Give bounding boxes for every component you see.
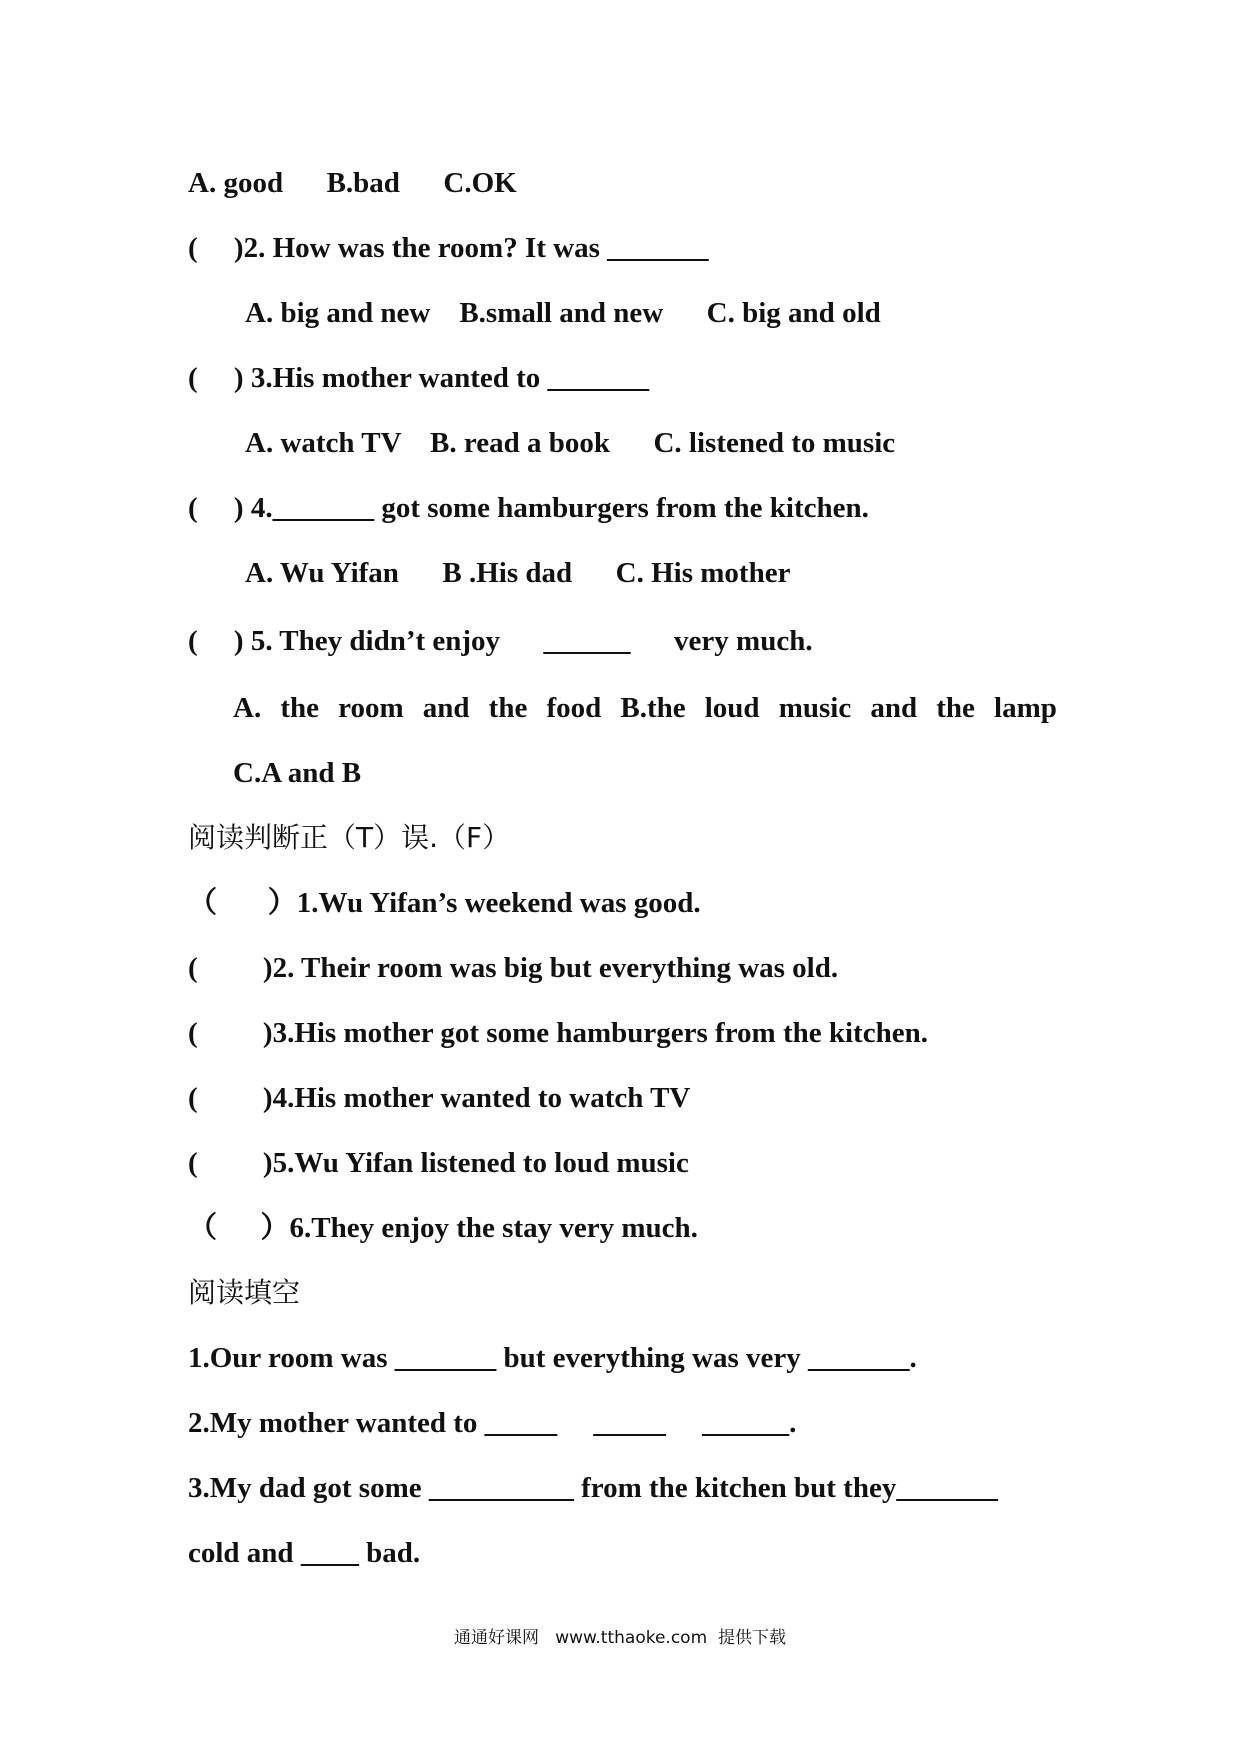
q5-option-word: and	[422, 692, 470, 724]
q5-option-word: B.the	[620, 692, 686, 724]
q5-option-word: music	[778, 692, 852, 724]
q2-options: A. big and new B.small and new C. big and old	[245, 297, 881, 329]
q5-option-word: and	[870, 692, 918, 724]
fill-item: 2.My mother wanted to _____ _____ ______.	[188, 1407, 797, 1439]
question-5: ( ) 5. They didn’t enjoy ______ very much.	[188, 625, 813, 657]
q3-options: A. watch TV B. read a book C. listened to music	[245, 427, 896, 459]
q5-option-word: loud	[704, 692, 760, 724]
q5-option-c: C.A and B	[233, 757, 362, 789]
question-2: ( )2. How was the room? It was _______	[188, 232, 709, 264]
q5-option-word: food	[546, 692, 602, 724]
q5-option-word: lamp	[994, 692, 1057, 724]
tf-item: ( )4.His mother wanted to watch TV	[188, 1082, 691, 1114]
tf-item: （ ）1.Wu Yifan’s weekend was good.	[188, 887, 701, 919]
fill-item: cold and ____ bad.	[188, 1537, 421, 1569]
question-4: ( ) 4._______ got some hamburgers from the kitchen.	[188, 492, 869, 524]
fill-item: 3.My dad got some __________ from the kitchen but they_______	[188, 1472, 998, 1504]
fill-section-heading: 阅读填空	[188, 1276, 301, 1309]
tf-item: ( )2. Their room was big but everything was old.	[188, 952, 839, 984]
q4-options: A. Wu Yifan B .His dad C. His mother	[245, 557, 791, 589]
tf-item: ( )5.Wu Yifan listened to loud music	[188, 1147, 689, 1179]
question-3: ( ) 3.His mother wanted to _______	[188, 362, 650, 394]
q5-option-word: A.	[233, 692, 262, 724]
fill-item: 1.Our room was _______ but everything was very _______.	[188, 1342, 917, 1374]
q1-options: A. good B.bad C.OK	[188, 167, 517, 199]
q5-option-word: the	[488, 692, 528, 724]
q5-options	[233, 690, 1057, 726]
tf-section-heading: 阅读判断正（T）误.（F）	[188, 821, 511, 854]
q5-option-word: room	[338, 692, 404, 724]
tf-item: （ ）6.They enjoy the stay very much.	[188, 1212, 698, 1244]
tf-item: ( )3.His mother got some hamburgers from the kitchen.	[188, 1017, 928, 1049]
page-footer: 通通好课网 www.tthaoke.com 提供下载	[454, 1628, 786, 1648]
q5-option-word: the	[936, 692, 975, 724]
q5-option-word: the	[280, 692, 319, 724]
